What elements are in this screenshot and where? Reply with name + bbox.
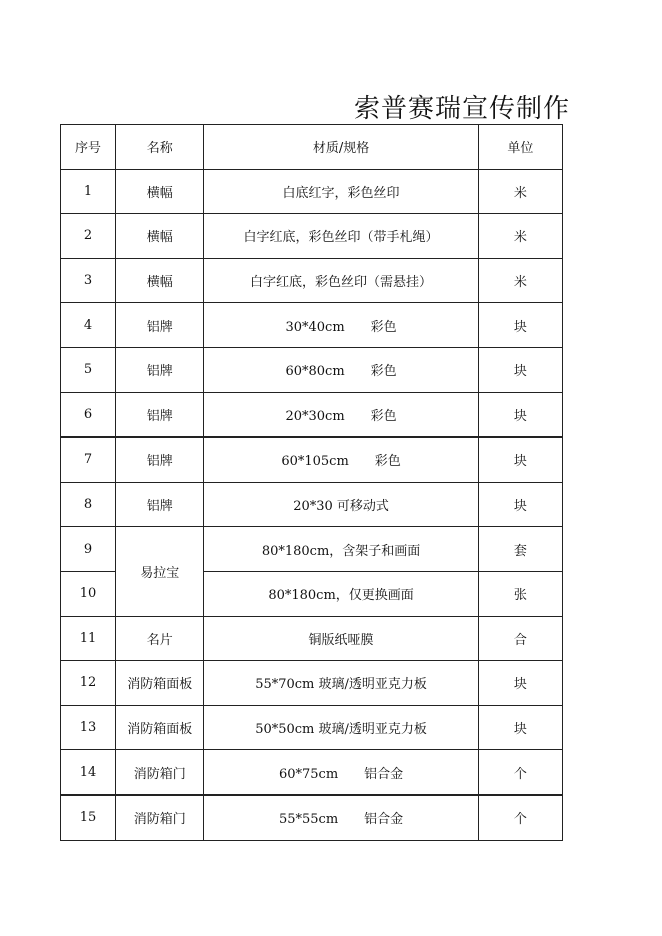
table-row [61,661,563,706]
cell-unit: 个 [478,795,562,840]
cell-spec: 55*55cm 铝合金 [204,795,479,840]
cell-name: 消防箱面板 [116,705,204,750]
cell-name: 铝牌 [116,482,204,527]
cell-spec: 55*70cm 玻璃/透明亚克力板 [204,661,479,706]
table-row [61,258,563,303]
header-name: 名称 [116,125,204,170]
cell-spec: 20*30cm 彩色 [204,392,479,437]
cell-spec: 铜版纸哑膜 [204,616,479,661]
document-title: 索普赛瑞宣传制作 [354,94,571,124]
cell-name: 铝牌 [116,437,204,482]
cell-name: 消防箱门 [116,795,204,840]
header-index: 序号 [61,125,116,170]
table-row [61,303,563,348]
table-row [61,795,563,840]
table-row [61,437,563,482]
cell-index: 12 [61,661,116,706]
cell-spec: 60*105cm 彩色 [204,437,479,482]
cell-unit: 套 [478,527,562,572]
cell-name: 铝牌 [116,303,204,348]
cell-index: 14 [61,750,116,795]
table-row [61,750,563,795]
cell-name: 横幅 [116,169,204,214]
cell-index: 1 [61,169,116,214]
cell-spec: 80*180cm，含架子和画面 [204,527,479,572]
cell-unit: 米 [478,169,562,214]
cell-index: 15 [61,795,116,840]
table-row [61,482,563,527]
cell-unit: 米 [478,214,562,259]
cell-unit: 块 [478,347,562,392]
cell-index: 10 [61,571,116,616]
cell-name: 横幅 [116,258,204,303]
cell-index: 3 [61,258,116,303]
cell-unit: 块 [478,482,562,527]
header-unit: 单位 [478,125,562,170]
cell-unit: 个 [478,750,562,795]
cell-unit: 块 [478,705,562,750]
cell-name: 名片 [116,616,204,661]
cell-spec: 50*50cm 玻璃/透明亚克力板 [204,705,479,750]
cell-spec: 60*80cm 彩色 [204,347,479,392]
cell-unit: 米 [478,258,562,303]
cell-index: 6 [61,392,116,437]
cell-index: 13 [61,705,116,750]
cell-name: 横幅 [116,214,204,259]
table-row [61,392,563,437]
cell-name: 消防箱门 [116,750,204,795]
cell-index: 4 [61,303,116,348]
cell-spec: 60*75cm 铝合金 [204,750,479,795]
table-row [61,527,563,572]
cell-unit: 块 [478,437,562,482]
cell-name: 铝牌 [116,347,204,392]
cell-unit: 合 [478,616,562,661]
table-header-row [61,125,563,170]
cell-spec: 白底红字，彩色丝印 [204,169,479,214]
table-row [61,347,563,392]
cell-unit: 块 [478,392,562,437]
cell-index: 11 [61,616,116,661]
cell-unit: 张 [478,571,562,616]
cell-index: 7 [61,437,116,482]
cell-spec: 20*30 可移动式 [204,482,479,527]
table-row [61,616,563,661]
cell-name: 消防箱面板 [116,661,204,706]
cell-unit: 块 [478,661,562,706]
cell-spec: 白字红底，彩色丝印（需悬挂） [204,258,479,303]
header-spec: 材质/规格 [204,125,479,170]
table-row [61,214,563,259]
table-row [61,169,563,214]
cell-spec: 80*180cm，仅更换画面 [204,571,479,616]
cell-spec: 白字红底，彩色丝印（带手札绳） [204,214,479,259]
cell-index: 9 [61,527,116,572]
cell-unit: 块 [478,303,562,348]
cell-index: 8 [61,482,116,527]
cell-index: 2 [61,214,116,259]
cell-name: 铝牌 [116,392,204,437]
items-table [60,124,563,841]
cell-index: 5 [61,347,116,392]
cell-spec: 30*40cm 彩色 [204,303,479,348]
cell-name-merged: 易拉宝 [116,527,204,616]
table-row [61,705,563,750]
